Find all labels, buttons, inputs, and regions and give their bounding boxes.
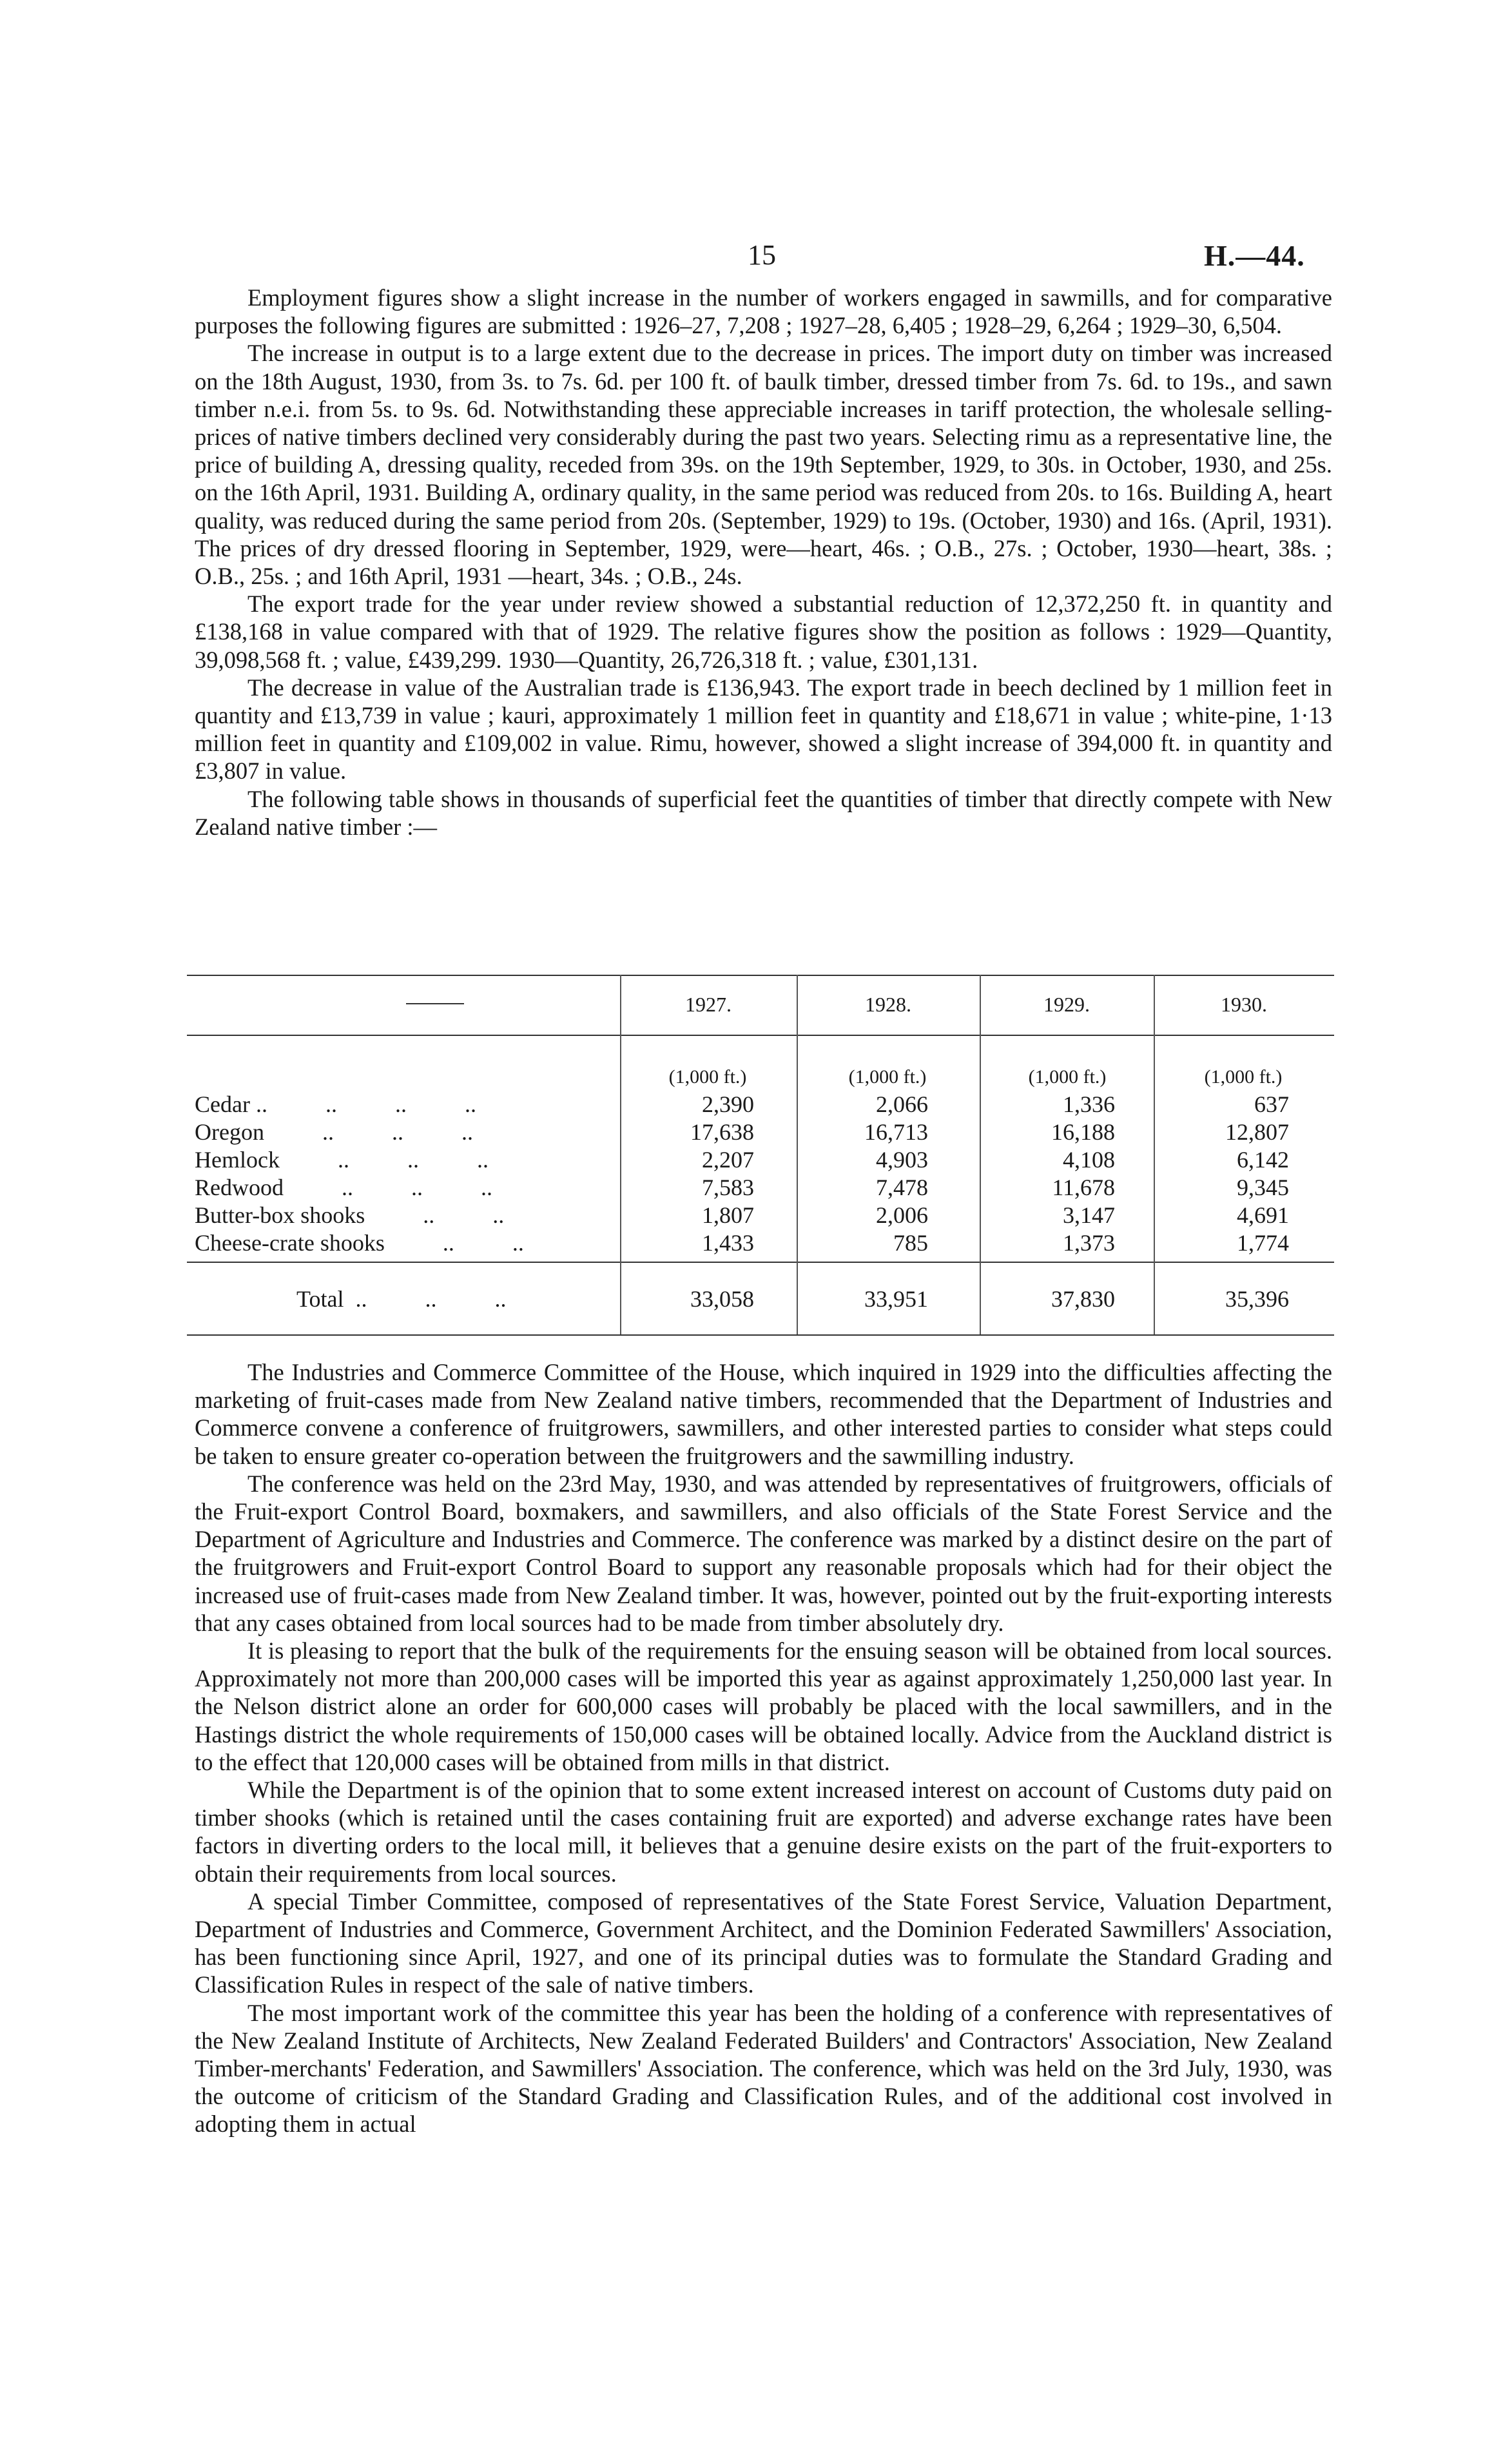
paragraph: It is pleasing to report that the bulk of the requirements for the ensuing season will be obtained from local sources. Approximately not more than 200,000 cases will be imported this year as against approximately 1,250,000 last year. In the Nelson district alone an order for 600,000 cases will probably be placed with the local sawmillers, and in the Hastings district the whole requirements of 150,000 cases will be obtained locally. Advice from the Auckland district is to the effect that 120,000 cases will be obtained from mills in that district. bbox=[195, 1637, 1332, 1775]
paragraph: The most important work of the committee this year has been the holding of a conference with representatives of the New Zealand Institute of Architects, New Zealand Federated Builders' and Contractors' Association, New Zealand Timber-merchants' Federation, and Sawmillers' Association. The conference, which was held on the 3rd July, 1930, was the outcome of criticism of the Standard Grading and Classification Rules, and of the additional cost involved in adopting them in actual bbox=[195, 1999, 1332, 2138]
table-cell: 4,903 bbox=[876, 1147, 928, 1173]
table-cell: 16,188 bbox=[1051, 1119, 1115, 1145]
table-cell: 7,478 bbox=[876, 1175, 928, 1200]
column-divider bbox=[620, 975, 621, 1334]
paragraph: The increase in output is to a large extent due to the decrease in prices. The import duty on timber was increased on the 18th August, 1930, from 3s. to 7s. 6d. per 100 ft. of baulk timber, dressed timber from 7s. 6d. to 19s., and sawn timber n.e.i. from 5s. to 9s. 6d. Notwithstanding these appreciable increases in tariff protection, the wholesale selling-prices of native timbers declined very considerably during the past two years. Selecting rimu as a representative line, the price of building A, dressing quality, receded from 39s. on the 19th September, 1929, to 30s. in October, 1930, and 25s. on the 16th April, 1931. Building A, ordinary quality, in the same period was reduced from 20s. to 16s. Building A, heart quality, was reduced during the same period from 20s. (September, 1929) to 19s. (October, 1930) and 16s. (April, 1931). The prices of dry dressed flooring in September, 1929, were—heart, 46s. ; O.B., 27s. ; October, 1930—heart, 38s. ; O.B., 25s. ; and 16th April, 1931 —heart, 34s. ; O.B., 24s. bbox=[195, 340, 1332, 590]
column-divider bbox=[980, 975, 981, 1334]
table-cell: 2,066 bbox=[876, 1091, 928, 1117]
total-cell: 37,830 bbox=[1051, 1286, 1115, 1312]
paragraph: The decrease in value of the Australian trade is £136,943. The export trade in beech declined by 1 million feet in quantity and £13,739 in value ; kauri, approximately 1 million feet in quantity and £18,671 in value ; white-pine, 1·13 million feet in quantity and £109,002 in value. Rimu, however, showed a slight increase of 394,000 ft. in quantity and £3,807 in value. bbox=[195, 674, 1332, 785]
table-cell: 17,638 bbox=[690, 1119, 754, 1145]
table-cell: 3,147 bbox=[1063, 1202, 1115, 1228]
table-cell: 1,336 bbox=[1063, 1091, 1115, 1117]
table-cell: 1,807 bbox=[702, 1202, 754, 1228]
row-label-cheese-crate-shooks: Cheese-crate shooks .. .. bbox=[195, 1230, 524, 1256]
total-rule bbox=[187, 1262, 1334, 1263]
paragraph: A special Timber Committee, composed of representatives of the State Forest Service, Valuation Department, Department of Industries and Commerce, Government Architect, and the Dominion Federated Sawmillers' Association, has been functioning since April, 1927, and one of its principal duties was to formulate the Standard Grading and Classification Rules in respect of the sale of native timbers. bbox=[195, 1888, 1332, 1998]
column-header-1930: 1930. bbox=[1221, 993, 1267, 1016]
table-top-rule bbox=[187, 975, 1334, 976]
column-header-1928: 1928. bbox=[865, 993, 911, 1016]
table-bottom-rule bbox=[187, 1334, 1334, 1336]
row-label-cedar: Cedar .. .. .. .. bbox=[195, 1091, 476, 1117]
unit-label: (1,000 ft.) bbox=[848, 1066, 927, 1088]
document-reference: H.—44. bbox=[1204, 239, 1305, 272]
paragraph: The Industries and Commerce Committee of the House, which inquired in 1929 into the difficulties affecting the marketing of fruit-cases made from New Zealand native timbers, recommended that the Department of Industries and Commerce convene a conference of fruitgrowers, sawmillers, and other interested parties to consider what steps could be taken to ensure greater co-operation between the fruitgrowers and the sawmilling industry. bbox=[195, 1359, 1332, 1469]
page-number: 15 bbox=[748, 239, 776, 271]
table-cell: 785 bbox=[893, 1230, 928, 1256]
unit-label: (1,000 ft.) bbox=[1028, 1066, 1107, 1088]
table-cell: 637 bbox=[1254, 1091, 1289, 1117]
table-cell: 1,774 bbox=[1237, 1230, 1289, 1256]
unit-label: (1,000 ft.) bbox=[1204, 1066, 1283, 1088]
column-header-1927: 1927. bbox=[685, 993, 732, 1016]
table-cell: 2,006 bbox=[876, 1202, 928, 1228]
table-cell: 6,142 bbox=[1237, 1147, 1289, 1173]
total-cell: 33,058 bbox=[690, 1286, 754, 1312]
table-cell: 9,345 bbox=[1237, 1175, 1289, 1200]
unit-label: (1,000 ft.) bbox=[668, 1066, 747, 1088]
header-rule bbox=[187, 1035, 1334, 1036]
table-cell: 4,108 bbox=[1063, 1147, 1115, 1173]
table-cell: 2,390 bbox=[702, 1091, 754, 1117]
paragraph: The following table shows in thousands of superficial feet the quantities of timber that directly compete with New Zealand native timber :— bbox=[195, 785, 1332, 840]
table-cell: 7,583 bbox=[702, 1175, 754, 1200]
column-divider bbox=[797, 975, 798, 1334]
table-cell: 16,713 bbox=[864, 1119, 928, 1145]
table-cell: 2,207 bbox=[702, 1147, 754, 1173]
table-cell: 11,678 bbox=[1052, 1175, 1115, 1200]
table-cell: 1,373 bbox=[1063, 1230, 1115, 1256]
total-cell: 35,396 bbox=[1225, 1286, 1289, 1312]
intro-text-block bbox=[195, 284, 1332, 841]
paragraph: Employment figures show a slight increase in the number of workers engaged in sawmills, and for comparative purposes the following figures are submitted : 1926–27, 7,208 ; 1927–28, 6,405 ; 1928–29, 6,264 ; 1929–30, 6,504. bbox=[195, 284, 1332, 339]
timber-imports-table bbox=[187, 975, 1334, 1336]
table-cell: 4,691 bbox=[1237, 1202, 1289, 1228]
row-label-hemlock: Hemlock .. .. .. bbox=[195, 1147, 489, 1173]
column-header-1929: 1929. bbox=[1043, 993, 1090, 1016]
row-label-oregon: Oregon .. .. .. bbox=[195, 1119, 473, 1145]
row-label-butter-box-shooks: Butter-box shooks .. .. bbox=[195, 1202, 505, 1228]
paragraph: The conference was held on the 23rd May, 1930, and was attended by representatives of fruitgrowers, officials of the Fruit-export Control Board, boxmakers, and sawmillers, and also officials of the State Forest Service and the Department of Agriculture and Industries and Commerce. The conference was marked by a distinct desire on the part of the fruitgrowers and Fruit-export Control Board to support any reasonable proposals which had for their object the increased use of fruit-cases made from New Zealand timber. It was, however, pointed out by the fruit-exporting interests that any cases obtained from local sources had to be made from timber absolutely dry. bbox=[195, 1470, 1332, 1636]
table-cell: 12,807 bbox=[1225, 1119, 1289, 1145]
row-label-total: Total .. .. .. bbox=[296, 1286, 507, 1312]
table-cell: 1,433 bbox=[702, 1230, 754, 1256]
column-divider bbox=[1154, 975, 1155, 1334]
row-label-redwood: Redwood .. .. .. bbox=[195, 1175, 492, 1200]
total-cell: 33,951 bbox=[864, 1286, 928, 1312]
paragraph: The export trade for the year under review showed a substantial reduction of 12,372,250 ft. in quantity and £138,168 in value compared with that of 1929. The relative figures show the position as follows : 1929—Quantity, 39,098,568 ft. ; value, £439,299. 1930—Quantity, 26,726,318 ft. ; value, £301,131. bbox=[195, 590, 1332, 673]
closing-text-block bbox=[195, 1358, 1332, 2138]
paragraph: While the Department is of the opinion that to some extent increased interest on account of Customs duty paid on timber shooks (which is retained until the cases containing fruit are exported) and adverse exchange rates have been factors in diverting orders to the local mill, it believes that a genuine desire exists on the part of the fruit-exporters to obtain their requirements from local sources. bbox=[195, 1777, 1332, 1887]
stub-header-dash bbox=[406, 1003, 464, 1004]
